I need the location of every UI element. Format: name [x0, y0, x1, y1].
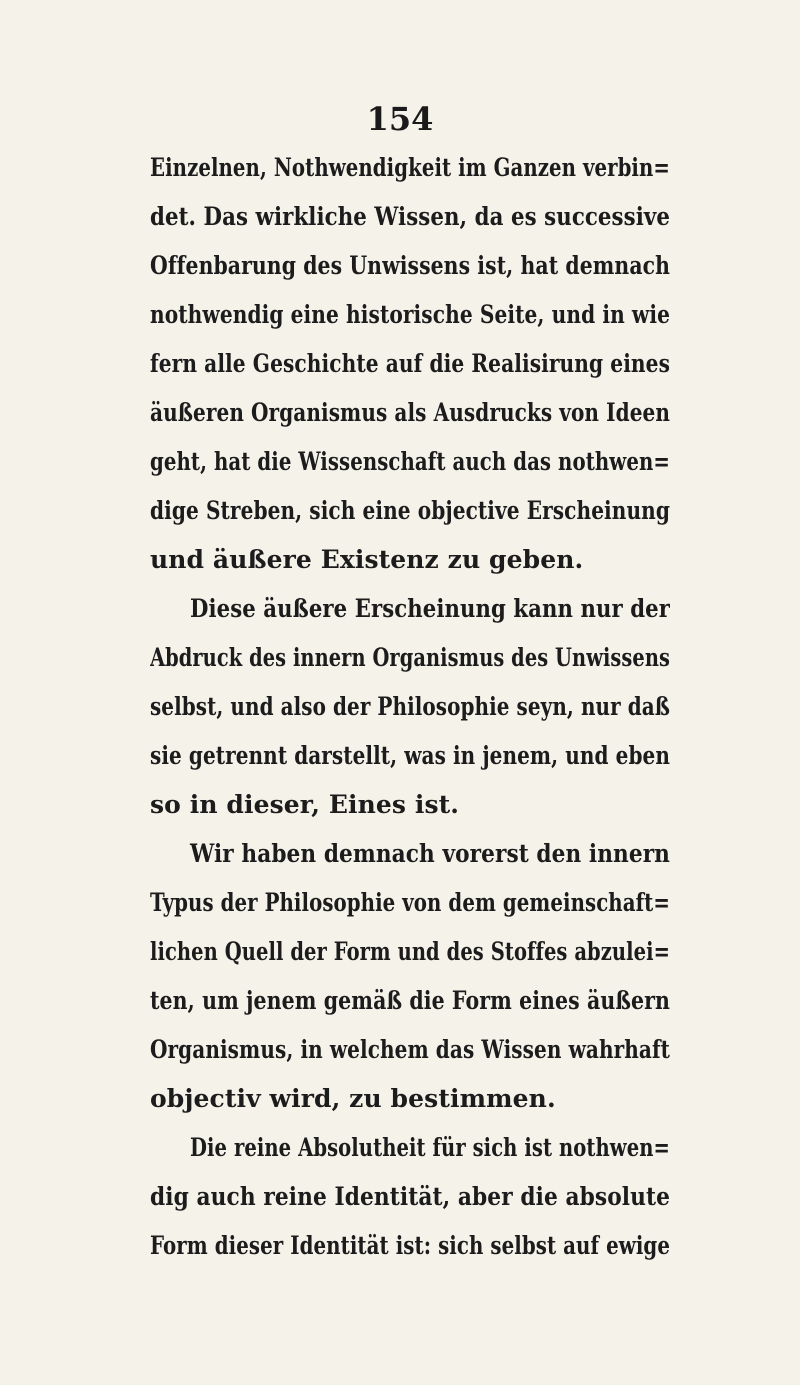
text-line: ten, um jenem gemäß die Form eines äußern [150, 986, 670, 1015]
page-number: 154 [366, 100, 434, 138]
text-line: sie getrennt darstellt, was in jenem, und eben [150, 741, 670, 770]
text-line: dig auch reine Identität, aber die absolute [150, 1182, 670, 1211]
text-line: Abdruck des innern Organismus des Unwissens [150, 643, 670, 672]
text-line: objectiv wird, zu bestimmen. [150, 1084, 556, 1113]
text-line: lichen Quell der Form und des Stoffes abzulei= [150, 937, 670, 966]
text-line: Diese äußere Erscheinung kann nur der [190, 594, 670, 623]
text-line: Die reine Absolutheit für sich ist nothwen= [190, 1133, 670, 1162]
text-line: dige Streben, sich eine objective Erscheinung [150, 496, 670, 525]
text-line: äußeren Organismus als Ausdrucks von Ideen [150, 398, 670, 427]
text-line: Typus der Philosophie von dem gemeinschaft= [150, 888, 670, 917]
text-line: Form dieser Identität ist: sich selbst auf ewige [150, 1231, 670, 1260]
text-line: nothwendig eine historische Seite, und in wie [150, 300, 670, 329]
text-line: und äußere Existenz zu geben. [150, 545, 584, 574]
text-line: Organismus, in welchem das Wissen wahrhaft [150, 1035, 670, 1064]
text-line: Wir haben demnach vorerst den innern [190, 839, 670, 868]
text-line: fern alle Geschichte auf die Realisirung eines [150, 349, 670, 378]
text-line: selbst, und also der Philosophie seyn, nur daß [150, 692, 670, 721]
text-line: Einzelnen, Nothwendigkeit im Ganzen verbin= [150, 153, 670, 182]
text-line: geht, hat die Wissenschaft auch das nothwen= [150, 447, 670, 476]
text-line: det. Das wirkliche Wissen, da es successive [150, 202, 670, 231]
text-line: so in dieser, Eines ist. [150, 790, 460, 819]
body-text [150, 143, 670, 1270]
text-line: Offenbarung des Unwissens ist, hat demnach [150, 251, 670, 280]
